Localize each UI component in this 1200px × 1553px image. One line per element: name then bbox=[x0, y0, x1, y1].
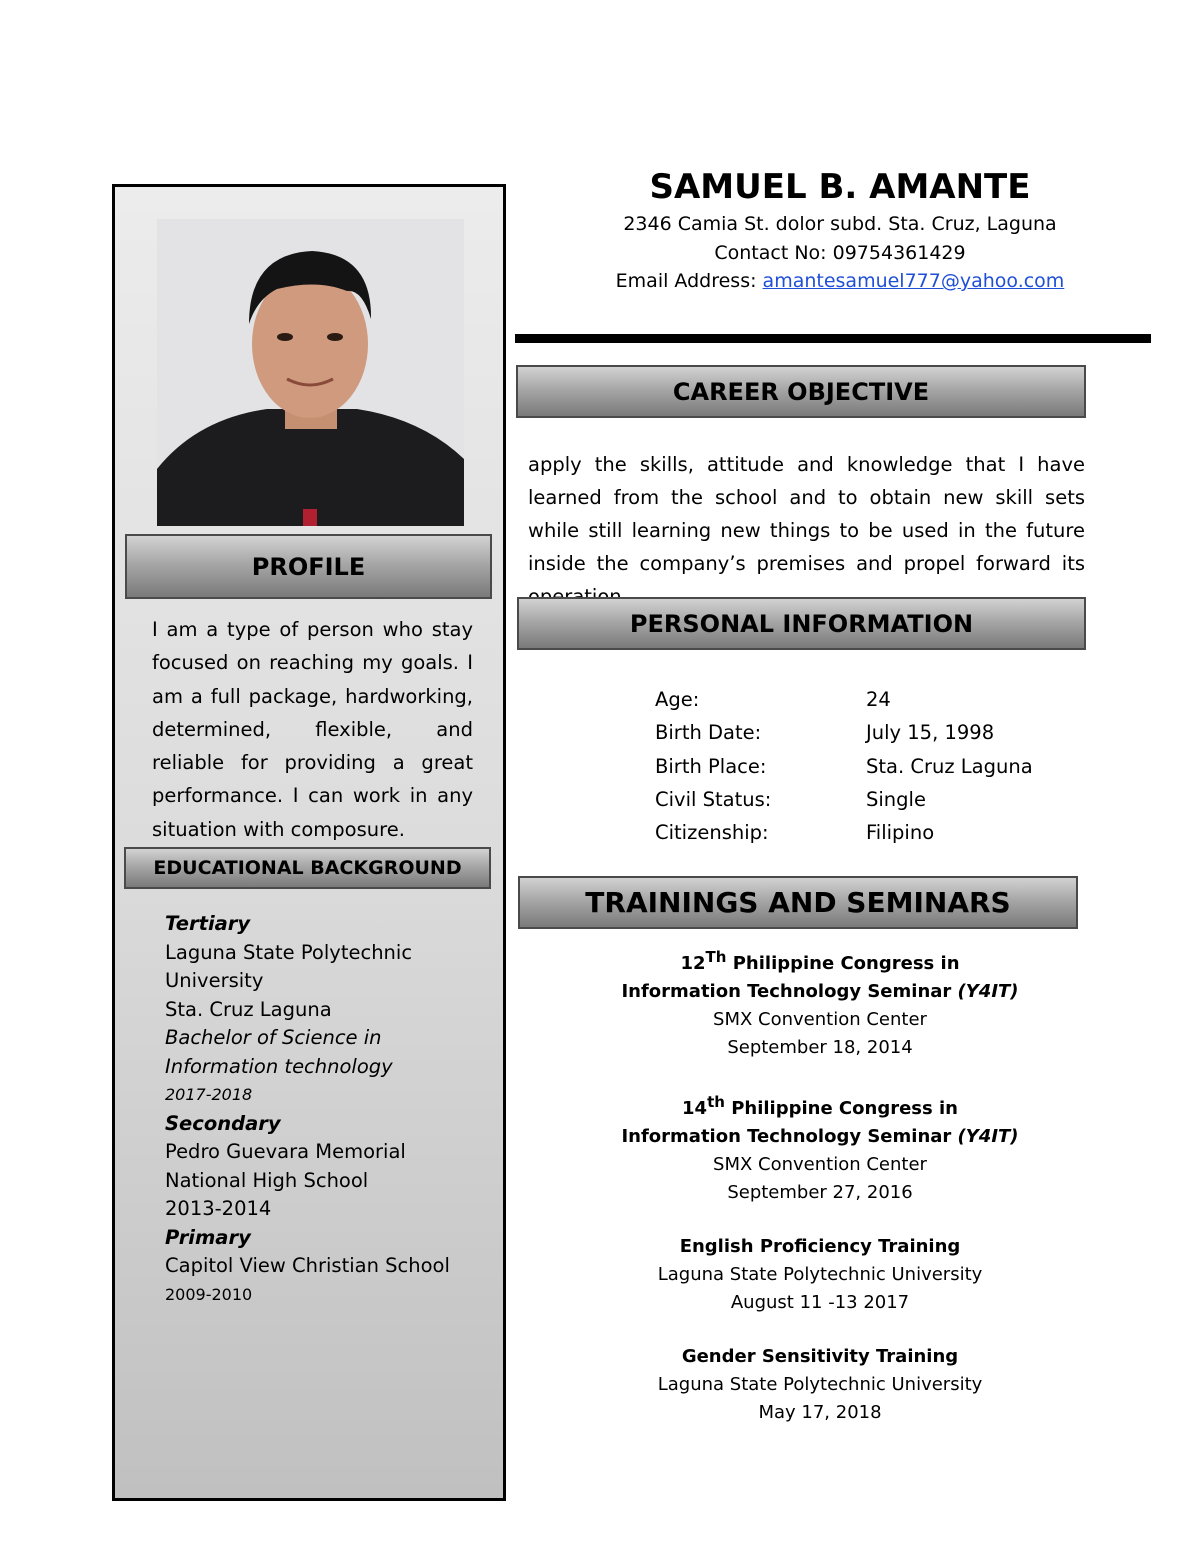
education-heading: EDUCATIONAL BACKGROUND bbox=[124, 847, 491, 889]
primary-years: 2009-2010 bbox=[165, 1284, 253, 1304]
training-title bbox=[570, 1088, 1070, 1123]
address: 2346 Camia St. dolor subd. Sta. Cruz, Laguna bbox=[623, 213, 1057, 235]
training-title bbox=[570, 943, 1070, 978]
info-label: Citizenship: bbox=[655, 821, 769, 845]
primary-school: Capitol View Christian School bbox=[165, 1254, 450, 1277]
training-title-text: Information Technology Seminar bbox=[621, 1126, 958, 1147]
contact-number: 09754361429 bbox=[832, 241, 966, 264]
training-venue: Laguna State Polytechnic University bbox=[657, 1264, 983, 1285]
email-line bbox=[560, 267, 1120, 296]
trainings-list bbox=[570, 943, 1070, 1453]
training-title-rest: Philippine Congress in bbox=[726, 953, 960, 974]
tertiary-years: 2017-2018 bbox=[165, 1085, 253, 1104]
training-title-line2 bbox=[570, 978, 1070, 1006]
info-value: 24 bbox=[866, 688, 891, 711]
primary-label: Primary bbox=[165, 1225, 251, 1249]
secondary-school-line1: Pedro Guevara Memorial bbox=[165, 1140, 406, 1163]
training-tag: (Y4IT) bbox=[957, 1126, 1019, 1147]
training-item bbox=[570, 1233, 1070, 1317]
training-venue: Laguna State Polytechnic University bbox=[657, 1374, 983, 1395]
trainings-heading: TRAININGS AND SEMINARS bbox=[518, 876, 1078, 929]
training-date: May 17, 2018 bbox=[758, 1402, 882, 1423]
career-objective-text: apply the skills, attitude and knowledge that I have learned from the school and to obtain new skill sets while still learning new things to be used in the future inside the company’s premises and propel forward its bbox=[528, 453, 1085, 575]
secondary-label: Secondary bbox=[165, 1111, 281, 1135]
contact-line bbox=[560, 239, 1120, 268]
training-ordinal: 12 bbox=[680, 953, 706, 974]
info-row-birth-place bbox=[655, 750, 1033, 783]
personal-information-heading: PERSONAL INFORMATION bbox=[517, 597, 1086, 650]
info-row-age bbox=[655, 683, 1033, 716]
info-label: Age: bbox=[655, 688, 700, 711]
portrait-image bbox=[157, 219, 464, 526]
training-title: English Proficiency Training bbox=[679, 1236, 961, 1257]
info-row-civil-status bbox=[655, 783, 1033, 816]
tertiary-school-line1: Laguna State Polytechnic bbox=[165, 940, 413, 964]
profile-heading: PROFILE bbox=[125, 534, 492, 599]
header-divider bbox=[515, 334, 1151, 343]
info-value: Sta. Cruz Laguna bbox=[866, 754, 1033, 778]
contact-label: Contact No: bbox=[714, 241, 833, 264]
training-item bbox=[570, 1343, 1070, 1427]
info-row-birth-date bbox=[655, 716, 1033, 749]
tertiary-degree-line1: Bachelor of Science in bbox=[165, 1026, 382, 1049]
training-tag: (Y4IT) bbox=[957, 981, 1019, 1002]
training-item bbox=[570, 943, 1070, 1062]
training-venue: SMX Convention Center bbox=[713, 1154, 927, 1175]
training-title-text: Information Technology Seminar bbox=[621, 981, 958, 1002]
education-list bbox=[165, 910, 485, 1309]
info-row-citizenship bbox=[655, 816, 1033, 849]
training-title-line2 bbox=[570, 1123, 1070, 1151]
training-date: August 11 -13 2017 bbox=[730, 1292, 910, 1313]
email-link[interactable]: amantesamuel777@yahoo.com bbox=[762, 270, 1065, 292]
info-value: Filipino bbox=[866, 821, 935, 845]
training-title: Gender Sensitivity Training bbox=[681, 1346, 959, 1367]
tertiary-label: Tertiary bbox=[165, 912, 251, 935]
info-label: Birth Place: bbox=[655, 754, 767, 778]
training-ordinal: 14 bbox=[682, 1098, 708, 1119]
career-objective-heading: CAREER OBJECTIVE bbox=[516, 365, 1086, 418]
full-name: SAMUEL B. AMANTE bbox=[649, 167, 1031, 207]
info-value: Single bbox=[866, 787, 926, 811]
info-label: Birth Date: bbox=[655, 721, 762, 745]
training-venue: SMX Convention Center bbox=[713, 1009, 927, 1030]
training-title-rest: Philippine Congress in bbox=[724, 1098, 958, 1119]
profile-text: I am a type of person who stay focused on reaching my goals. I am a full package, hardworking, determined, flexible, and reliable for providing a great performance. I can work in any situation with composure. bbox=[152, 618, 473, 841]
resume-header bbox=[560, 164, 1120, 296]
tertiary-degree-line2: Information technology bbox=[165, 1054, 393, 1078]
personal-info-table bbox=[655, 683, 1033, 849]
info-value: July 15, 1998 bbox=[866, 721, 995, 745]
training-item bbox=[570, 1088, 1070, 1207]
training-ordinal-suffix: th bbox=[707, 1093, 725, 1111]
secondary-school-line2: National High School bbox=[165, 1168, 369, 1192]
training-ordinal-suffix: Th bbox=[705, 948, 727, 966]
secondary-years: 2013-2014 bbox=[165, 1197, 272, 1220]
info-label: Civil Status: bbox=[655, 787, 772, 811]
training-date: September 18, 2014 bbox=[727, 1037, 913, 1058]
profile-photo bbox=[157, 219, 464, 526]
tertiary-school-line2: University bbox=[165, 969, 264, 992]
email-label: Email Address: bbox=[615, 270, 763, 292]
training-date: September 27, 2016 bbox=[727, 1182, 913, 1203]
tertiary-location: Sta. Cruz Laguna bbox=[165, 997, 332, 1021]
